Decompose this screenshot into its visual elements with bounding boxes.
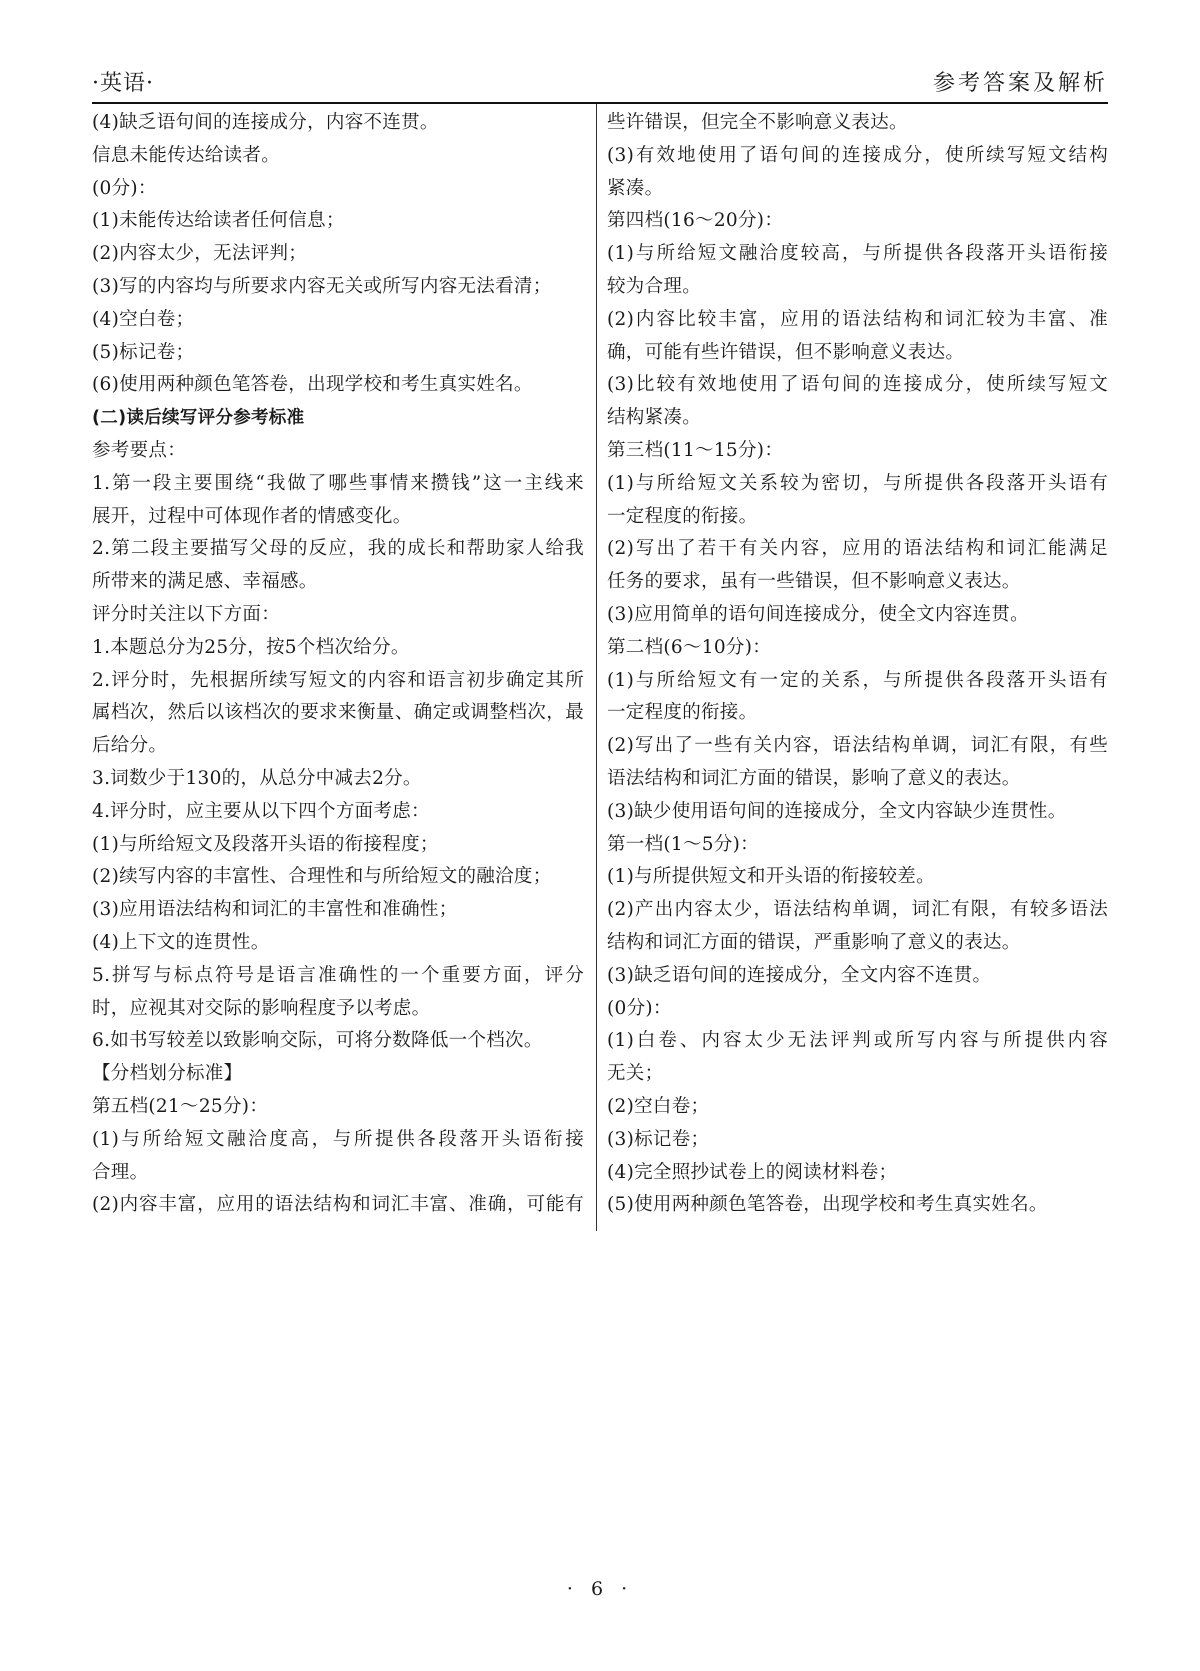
text-line: (2)写出了若干有关内容，应用的语法结构和词汇能满足 [607,538,1108,560]
text-line: 评分时关注以下方面： [92,603,281,625]
text-line: (二)读后续写评分参考标准 [92,408,305,429]
text-line: (2)内容太少，无法评判； [92,243,308,265]
text-line: (1)与所给短文融洽度高，与所提供各段落开头语衔接 [92,1128,584,1150]
text-line: 合理。 [92,1161,149,1183]
column-divider [596,104,597,1231]
text-line: 结构紧凑。 [607,407,702,429]
text-line: (4)缺乏语句间的连接成分，内容不连贯。 [92,112,439,133]
text-line: 后给分。 [92,735,168,757]
left-column [92,107,584,1222]
text-line: 2.第二段主要描写父母的反应，我的成长和帮助家人给我 [92,538,584,560]
right-column [607,107,1108,1222]
text-line: 第一档(1～5分)： [607,833,759,855]
text-line: 时，应视其对交际的影响程度予以考虑。 [92,997,431,1019]
text-line: (1)与所给短文及段落开头语的衔接程度； [92,833,439,855]
text-line: (3)比较有效地使用了语句间的连接成分，使所续写短文 [607,374,1108,396]
text-line: 语法结构和词汇方面的错误，影响了意义的表达。 [607,767,1021,789]
text-line: 些许错误，但完全不影响意义表达。 [607,112,908,133]
text-line: 4.评分时，应主要从以下四个方面考虑： [92,800,430,822]
text-line: (4)上下文的连贯性。 [92,931,270,953]
text-line: 第四档(16～20分)： [607,210,784,232]
text-line: 5.拼写与标点符号是语言准确性的一个重要方面，评分 [92,964,584,986]
text-line: (1)与所给短文融洽度较高，与所提供各段落开头语衔接 [607,243,1108,265]
text-line: (1)与所给短文有一定的关系，与所提供各段落开头语有 [607,669,1108,691]
text-line: 一定程度的衔接。 [607,505,758,527]
text-line: 第五档(21～25分)： [92,1095,269,1117]
text-line: (3)应用语法结构和词汇的丰富性和准确性； [92,899,458,921]
text-line: (2)空白卷； [607,1095,710,1117]
text-line: (0分)： [607,997,672,1019]
text-line: 属档次，然后以该档次的要求来衡量、确定或调整档次，最 [92,702,584,724]
header-rule [92,102,1108,104]
text-line: (3)写的内容均与所要求内容无关或所写内容无法看清； [92,275,552,297]
text-line: (2)内容丰富，应用的语法结构和词汇丰富、准确，可能有 [92,1194,584,1216]
text-line: (2)内容比较丰富，应用的语法结构和词汇较为丰富、准 [607,308,1108,330]
text-line: (1)未能传达给读者任何信息； [92,210,345,232]
text-line: 1.第一段主要围绕“我做了哪些事情来攒钱”这一主线来 [92,472,584,494]
text-line: 信息未能传达给读者。 [92,144,281,166]
text-line: (2)写出了一些有关内容，语法结构单调，词汇有限，有些 [607,735,1108,757]
text-line: (5)标记卷； [92,341,195,363]
text-line: 展开，过程中可体现作者的情感变化。 [92,505,412,527]
text-line: (3)应用简单的语句间连接成分，使全文内容连贯。 [607,603,1029,625]
page-number: · 6 · [566,1578,634,1600]
text-line: (3)标记卷； [607,1128,710,1150]
text-line: (2)产出内容太少，语法结构单调，词汇有限，有较多语法 [607,899,1108,921]
text-line: 1.本题总分为25分，按5个档次给分。 [92,636,410,658]
text-line: (1)白卷、内容太少无法评判或所写内容与所提供内容 [607,1030,1108,1052]
text-line: (6)使用两种颜色笔答卷，出现学校和考生真实姓名。 [92,374,533,396]
text-line: (4)完全照抄试卷上的阅读材料卷； [607,1161,898,1183]
text-line: (1)与所提供短文和开头语的衔接较差。 [607,866,935,888]
text-line: 6.如书写较差以致影响交际，可将分数降低一个档次。 [92,1030,543,1052]
text-line: 紧凑。 [607,177,664,199]
text-line: (5)使用两种颜色笔答卷，出现学校和考生真实姓名。 [607,1194,1048,1216]
text-line: 任务的要求，虽有一些错误，但不影响意义表达。 [607,571,1021,593]
text-line: 【分档划分标准】 [92,1063,243,1085]
text-line: (4)空白卷； [92,308,195,330]
text-line: 3.词数少于130的，从总分中减去2分。 [92,767,422,789]
text-line: 第二档(6～10分)： [607,636,772,658]
text-line: 2.评分时，先根据所续写短文的内容和语言初步确定其所 [92,669,584,691]
text-line: 第三档(11～15分)： [607,439,784,461]
text-line: 一定程度的衔接。 [607,702,758,724]
section-title: 参考答案及解析 [932,71,1108,96]
text-line: 较为合理。 [607,275,702,297]
text-line: (3)有效地使用了语句间的连接成分，使所续写短文结构 [607,144,1108,166]
text-line: (1)与所给短文关系较为密切，与所提供各段落开头语有 [607,472,1108,494]
text-line: 无关； [607,1063,664,1085]
text-line: (3)缺乏语句间的连接成分，全文内容不连贯。 [607,964,992,986]
text-line: 参考要点： [92,439,187,461]
text-line: 结构和词汇方面的错误，严重影响了意义的表达。 [607,931,1021,953]
subject-label: ·英语· [92,71,154,96]
text-line: (2)续写内容的丰富性、合理性和与所给短文的融洽度； [92,866,552,888]
text-line: 确，可能有些许错误，但不影响意义表达。 [607,341,965,363]
text-line: (3)缺少使用语句间的连接成分，全文内容缺少连贯性。 [607,800,1067,822]
page-header [92,66,1108,102]
text-line: 所带来的满足感、幸福感。 [92,571,318,593]
text-line: (0分)： [92,177,157,199]
